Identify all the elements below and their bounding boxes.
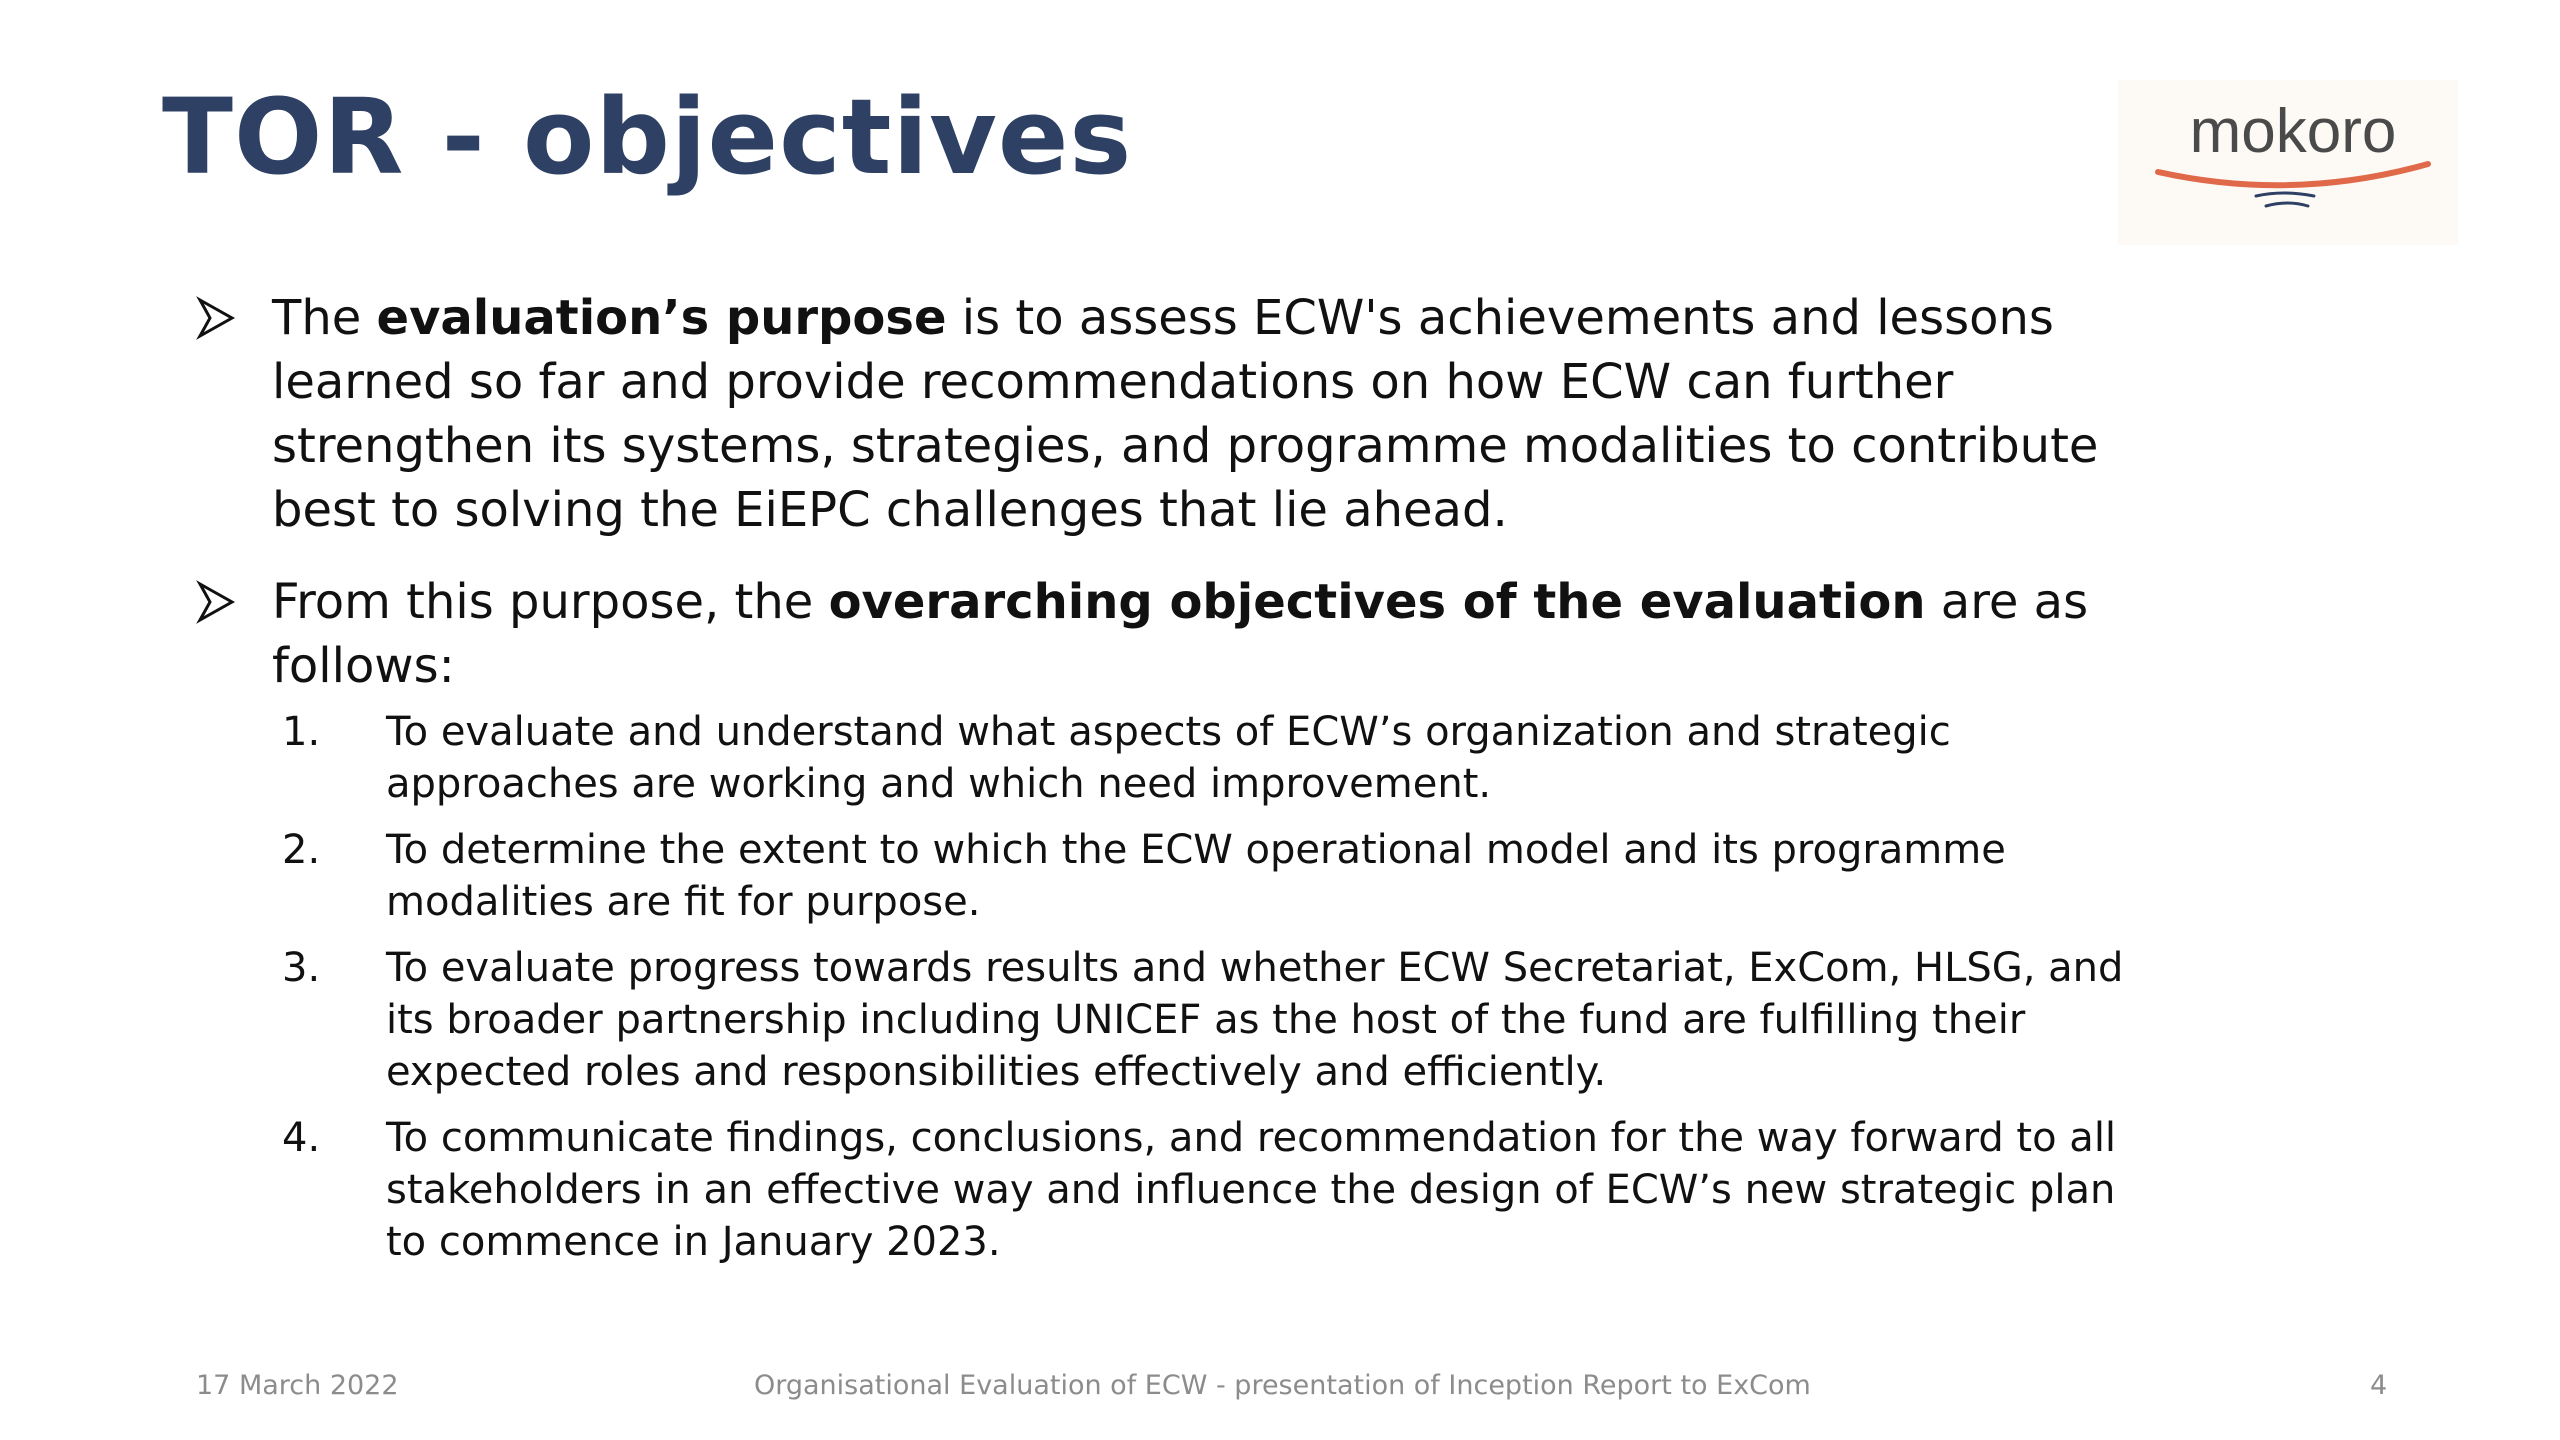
bullet-list [196,286,2136,1268]
objective-item [282,706,2136,810]
bullet-text-pre: From this purpose, the [272,574,829,630]
objective-item [282,824,2136,928]
objective-text: To communicate findings, conclusions, and recommendation for the way forward to all stakeholders in an effective way and influence the design of ECW’s new strategic plan to commence in January 2023. [386,1115,2117,1265]
objective-number: 4. [282,1115,321,1161]
footer-page-number: 4 [2370,1370,2388,1401]
objective-text: To determine the extent to which the ECW operational model and its programme modalities are fit for purpose. [386,827,2006,925]
objective-item [282,942,2136,1098]
objectives-list [196,706,2136,1268]
objective-text: To evaluate and understand what aspects of ECW’s organization and strategic approaches are working and which need improvement. [386,709,1951,807]
slide-title: TOR - objectives [162,76,1133,198]
objective-number: 3. [282,945,321,991]
footer-date: 17 March 2022 [196,1370,399,1401]
bullet-text-pre: The [272,290,377,346]
objective-number: 1. [282,709,321,755]
bullet-purpose [196,286,2136,542]
bullet-text-post: are as follows: [272,574,2089,694]
arrowhead-bullet-icon [196,296,236,340]
bullet-text-bold: evaluation’s purpose [376,290,947,346]
bullet-text-bold: overarching objectives of the evaluation [828,574,1926,630]
bullet-objectives [196,570,2136,698]
mokoro-logo [2118,80,2458,245]
bullet-text-post: is to assess ECW's achievements and lessons learned so far and provide recommendations on how ECW can further strengthen its systems, strategies, and programme modalities to contribute best to solving the EiEPC challenges that lie ahead. [272,290,2099,538]
objective-item [282,1112,2136,1268]
footer-title: Organisational Evaluation of ECW - presentation of Inception Report to ExCom [754,1370,1811,1401]
logo-text: mokoro [2189,97,2397,166]
arrowhead-bullet-icon [196,580,236,624]
objective-text: To evaluate progress towards results and whether ECW Secretariat, ExCom, HLSG, and its broader partnership including UNICEF as the host of the fund are fulfilling their expected roles and responsibilities effectively and efficiently. [386,945,2124,1095]
objective-number: 2. [282,827,321,873]
